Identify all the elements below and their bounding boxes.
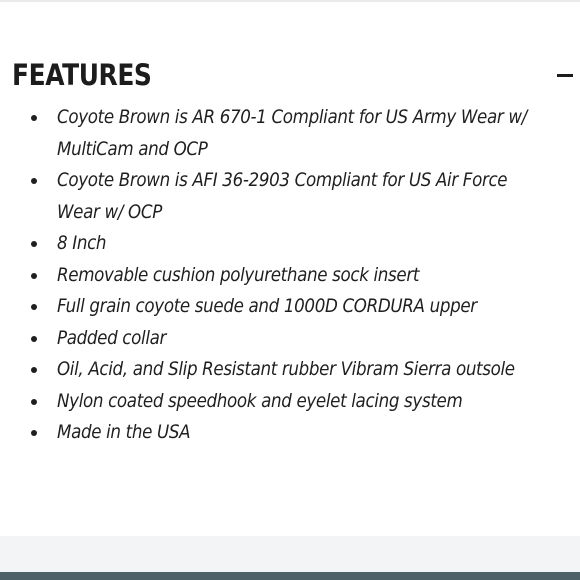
feature-text: 8 Inch xyxy=(57,232,107,254)
features-accordion-header[interactable] xyxy=(12,52,574,98)
footer-bar xyxy=(0,572,580,580)
feature-list-item xyxy=(0,260,537,292)
feature-text: Nylon coated speedhook and eyelet lacing system xyxy=(57,389,463,412)
bullet-icon xyxy=(31,273,37,279)
feature-text: Full grain coyote suede and 1000D CORDURA upper xyxy=(57,295,477,317)
bottom-band xyxy=(0,536,580,572)
feature-text: Coyote Brown is AFI 36-2903 Compliant for US Air Force Wear w/ OCP xyxy=(57,169,508,223)
minus-bar xyxy=(557,74,573,77)
bullet-icon xyxy=(31,399,37,405)
feature-text: Padded collar xyxy=(57,326,167,349)
bullet-icon xyxy=(31,336,37,342)
feature-text: Made in the USA xyxy=(57,421,191,443)
feature-text: Oil, Acid, and Slip Resistant rubber Vibram Sierra outsole xyxy=(57,358,515,380)
features-title: FEATURES xyxy=(12,58,152,92)
bullet-icon xyxy=(31,241,37,247)
feature-list-item xyxy=(0,165,537,228)
collapse-minus-icon[interactable] xyxy=(556,66,574,84)
bullet-icon xyxy=(31,430,37,436)
bullet-icon xyxy=(31,304,37,310)
feature-list-item xyxy=(0,228,537,260)
feature-list-item xyxy=(0,323,537,355)
feature-list-item xyxy=(0,102,537,165)
feature-text: Removable cushion polyurethane sock insert xyxy=(57,263,420,286)
bullet-icon xyxy=(31,115,37,121)
bullet-icon xyxy=(31,178,37,184)
bullet-icon xyxy=(31,367,37,373)
feature-list-item xyxy=(0,354,537,386)
feature-text: Coyote Brown is AR 670-1 Compliant for US Army Wear w/ MultiCam and OCP xyxy=(57,106,527,160)
feature-list-item xyxy=(0,291,537,323)
feature-list-item xyxy=(0,417,537,449)
features-list xyxy=(0,102,560,449)
feature-list-item xyxy=(0,386,537,418)
